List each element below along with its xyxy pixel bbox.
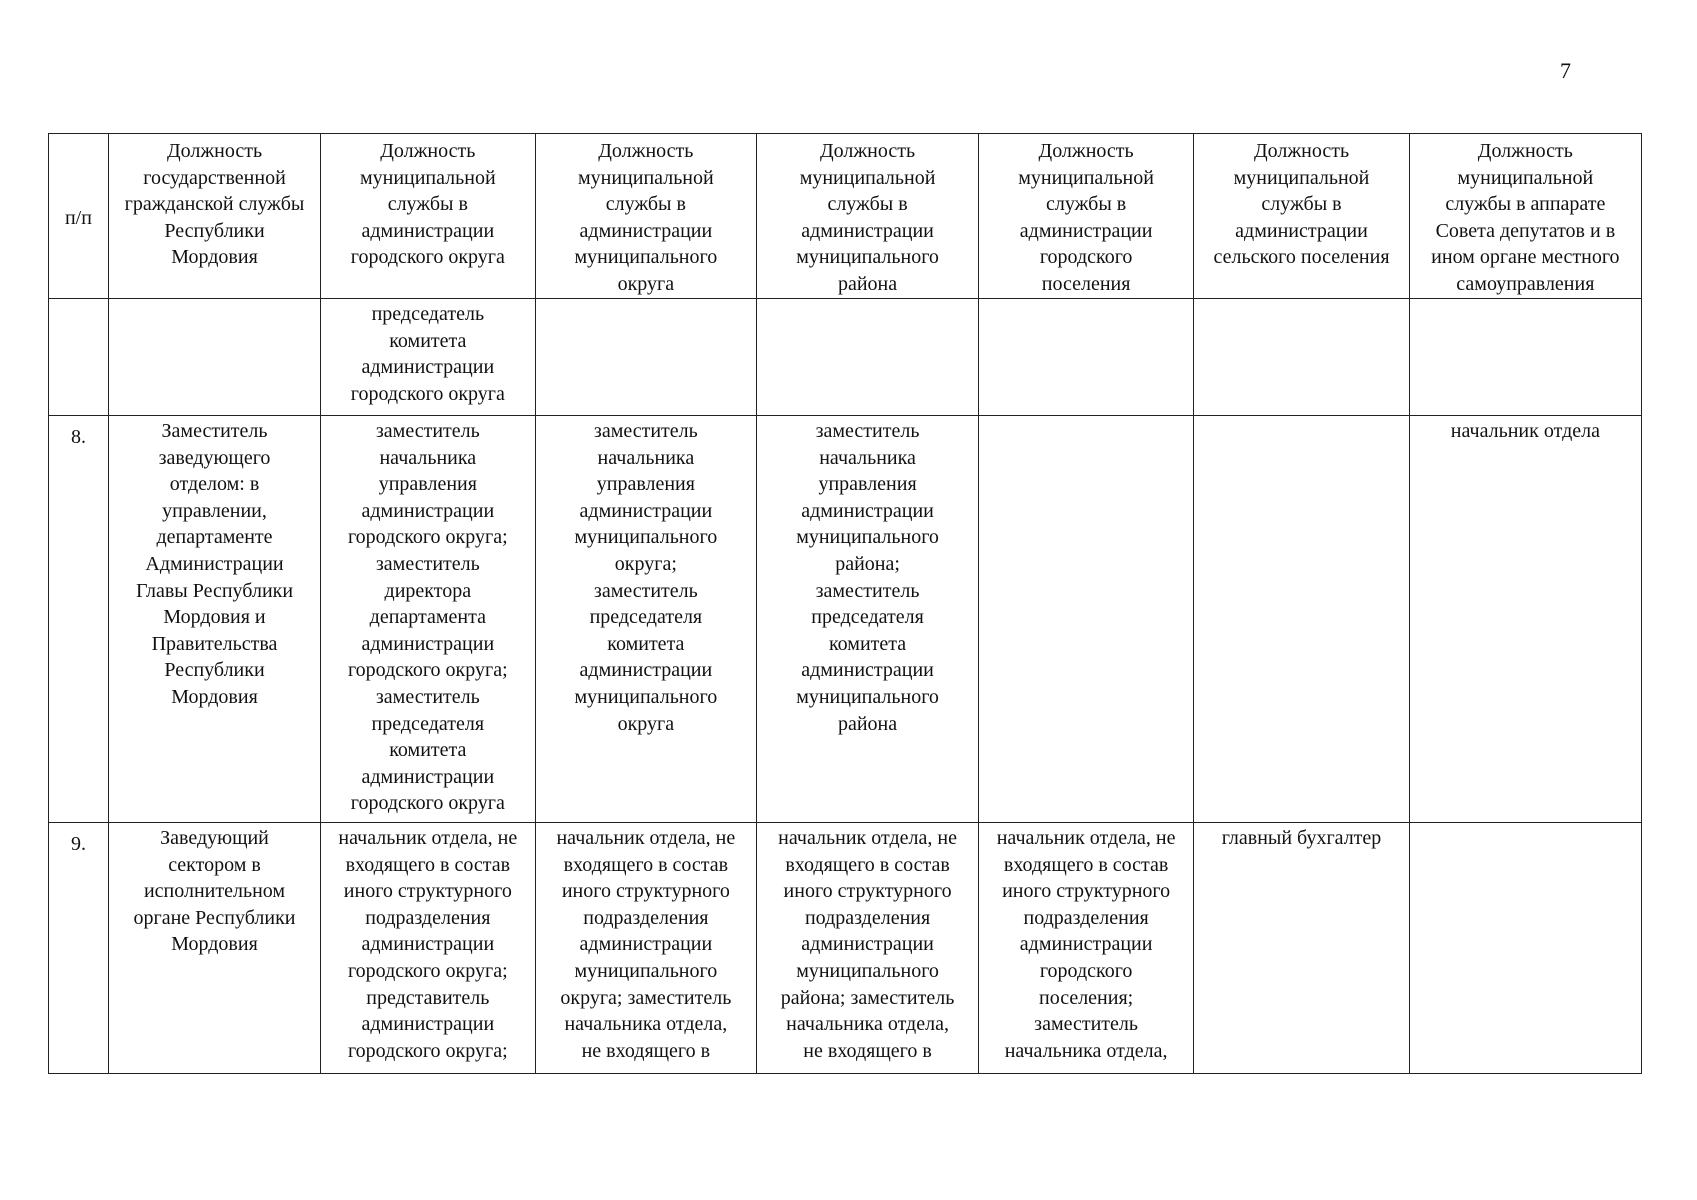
table-cell bbox=[535, 299, 757, 416]
table-cell: начальник отдела, не входящего в состав иного структурного подразделения администрации муниципального района; заместитель начальника отдела, не входящего в bbox=[757, 823, 979, 1074]
table-cell: заместитель начальника управления администрации муниципального округа; заместитель председателя комитета администрации муниципального округа bbox=[535, 416, 757, 823]
table-cell bbox=[757, 299, 979, 416]
table-cell bbox=[1409, 299, 1641, 416]
page-number: 7 bbox=[1560, 58, 1571, 83]
table-row bbox=[49, 299, 1642, 416]
table-cell bbox=[978, 299, 1193, 416]
table-cell: заместитель начальника управления администрации муниципального района; заместитель председателя комитета администрации муниципального района bbox=[757, 416, 979, 823]
header-urban-settlement: Должность муниципальной службы в администрации городского поселения bbox=[978, 134, 1193, 299]
table-cell bbox=[108, 299, 320, 416]
table-cell: председатель комитета администрации городского округа bbox=[321, 299, 535, 416]
table-cell: Заведующий сектором в исполнительном органе Республики Мордовия bbox=[108, 823, 320, 1074]
header-council-apparatus: Должность муниципальной службы в аппарате Совета депутатов и в ином органе местного самоуправления bbox=[1409, 134, 1641, 299]
table-cell bbox=[978, 416, 1193, 823]
table-cell: начальник отдела, не входящего в состав иного структурного подразделения администрации городского поселения; заместитель начальника отдела, bbox=[978, 823, 1193, 1074]
table-cell: заместитель начальника управления администрации городского округа; заместитель директора департамента администрации городского округа; заместитель председателя комитета администрации городского округа bbox=[321, 416, 535, 823]
header-state-civil-service: Должность государственной гражданской службы Республики Мордовия bbox=[108, 134, 320, 299]
row-number: 9. bbox=[49, 823, 109, 1074]
row-number: 8. bbox=[49, 416, 109, 823]
header-city-district: Должность муниципальной службы в администрации городского округа bbox=[321, 134, 535, 299]
table-cell bbox=[1409, 823, 1641, 1074]
table-header bbox=[49, 134, 1642, 299]
table-cell: начальник отдела, не входящего в состав иного структурного подразделения администрации муниципального округа; заместитель начальника отдела, не входящего в bbox=[535, 823, 757, 1074]
header-number: п/п bbox=[49, 134, 109, 299]
header-municipal-okrug: Должность муниципальной службы в администрации муниципального округа bbox=[535, 134, 757, 299]
table-cell bbox=[49, 299, 109, 416]
header-row bbox=[49, 134, 1642, 299]
header-rural-settlement: Должность муниципальной службы в администрации сельского поселения bbox=[1194, 134, 1409, 299]
positions-table bbox=[48, 133, 1642, 1074]
table-cell: начальник отдела bbox=[1409, 416, 1641, 823]
table-row bbox=[49, 416, 1642, 823]
table-row bbox=[49, 823, 1642, 1074]
table-cell: главный бухгалтер bbox=[1194, 823, 1409, 1074]
table-cell: Заместитель заведующего отделом: в управлении, департаменте Администрации Главы Республики Мордовия и Правительства Республики Мордовия bbox=[108, 416, 320, 823]
header-municipal-raion: Должность муниципальной службы в администрации муниципального района bbox=[757, 134, 979, 299]
table-cell: начальник отдела, не входящего в состав иного структурного подразделения администрации городского округа; представитель администрации городского округа; bbox=[321, 823, 535, 1074]
table-cell bbox=[1194, 416, 1409, 823]
table-cell bbox=[1194, 299, 1409, 416]
